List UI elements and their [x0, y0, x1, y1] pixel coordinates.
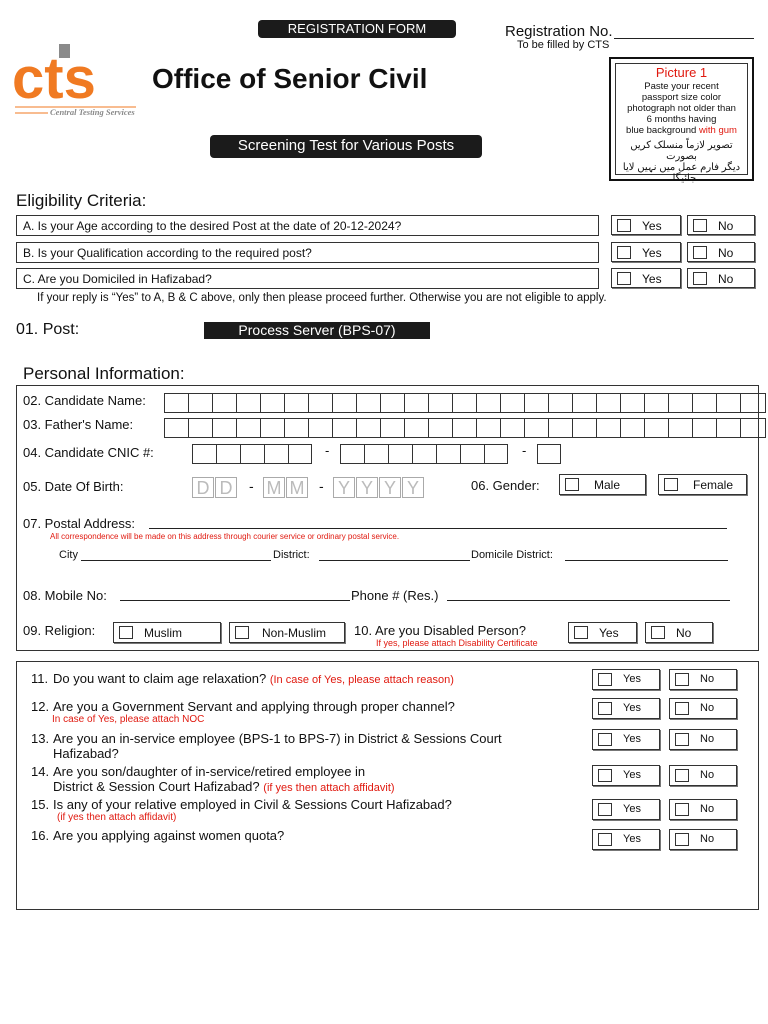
q14-yes[interactable] [592, 765, 660, 786]
checkbox[interactable] [598, 769, 612, 782]
yes-label: Yes [642, 219, 662, 233]
female-label: Female [693, 478, 734, 492]
checkbox[interactable] [598, 833, 612, 846]
religion-non-muslim[interactable] [229, 622, 345, 643]
q11-yes[interactable] [592, 669, 660, 690]
post-label: 01. Post: [16, 321, 80, 338]
question-text: Are you an in-service employee (BPS-1 to BPS-7) in District & Sessions Court [53, 731, 502, 746]
picture-line-2: passport size color [641, 92, 722, 103]
eligibility-b-yes[interactable] [611, 242, 681, 262]
religion-muslim[interactable] [113, 622, 221, 643]
question-text: Is any of your relative employed in Civil & Sessions Court Hafizabad? [53, 797, 452, 812]
question-note: (In case of Yes, please attach reason) [269, 674, 454, 686]
muslim-label: Muslim [144, 626, 182, 640]
q13-no[interactable] [669, 729, 737, 750]
checkbox[interactable] [617, 246, 631, 259]
yes-label: Yes [623, 702, 641, 714]
dob-month-1[interactable]: M [263, 477, 285, 498]
eligibility-b-no[interactable] [687, 242, 755, 262]
no-label: No [718, 272, 734, 286]
domicile-label: Domicile District: [471, 549, 553, 561]
phone-line[interactable] [447, 600, 730, 601]
no-label: No [700, 769, 715, 781]
dob-year-3[interactable]: Y [379, 477, 401, 498]
district-label: District: [273, 549, 310, 561]
checkbox[interactable] [651, 626, 665, 639]
registration-label: Registration No. [505, 23, 613, 40]
no-label: No [700, 733, 715, 745]
q11-no[interactable] [669, 669, 737, 690]
q12-no[interactable] [669, 698, 737, 719]
checkbox[interactable] [664, 478, 678, 491]
yes-label: Yes [623, 833, 641, 845]
mobile-line[interactable] [120, 600, 350, 601]
city-label: City [59, 549, 78, 561]
checkbox[interactable] [675, 803, 689, 816]
checkbox[interactable] [598, 733, 612, 746]
dob-day-2[interactable]: D [215, 477, 237, 498]
no-label: No [700, 673, 715, 685]
checkbox[interactable] [119, 626, 133, 639]
dob-dash-2: - [319, 478, 324, 494]
picture-urdu-2: دیگر فارم عمل میں نہیں لایا جائیگا۔ [622, 162, 741, 184]
yes-label: Yes [623, 733, 641, 745]
checkbox[interactable] [235, 626, 249, 639]
postal-address-line[interactable] [149, 528, 727, 529]
eligibility-c-no[interactable] [687, 268, 755, 288]
post-value: Process Server (BPS-07) [204, 322, 430, 339]
dob-dash-1: - [249, 478, 254, 494]
cnic-cells-3[interactable] [537, 444, 561, 464]
no-label: No [700, 803, 715, 815]
picture-with-gum: with gum [698, 125, 737, 136]
religion-label: 09. Religion: [23, 623, 96, 638]
question-16 [31, 828, 284, 843]
eligibility-heading: Eligibility Criteria: [16, 191, 147, 210]
dob-day[interactable] [192, 477, 238, 498]
gender-female[interactable] [658, 474, 747, 495]
candidate-name-label: 02. Candidate Name: [23, 393, 146, 408]
dob-month-2[interactable]: M [286, 477, 308, 498]
question-text: Are you applying against women quota? [53, 828, 285, 843]
no-label: No [676, 626, 692, 640]
father-name-label: 03. Father's Name: [23, 417, 134, 432]
logo-subtitle: Central Testing Services [50, 107, 135, 117]
checkbox[interactable] [675, 733, 689, 746]
gender-label: 06. Gender: [471, 478, 540, 493]
postal-address-label: 07. Postal Address: [23, 516, 136, 531]
question-12 [31, 699, 455, 725]
dob-label: 05. Date Of Birth: [23, 479, 124, 494]
q15-yes[interactable] [592, 799, 660, 820]
picture-line-1: Paste your recent [644, 81, 719, 92]
question-note: In case of Yes, please attach NOC [52, 714, 205, 725]
cnic-dash-2: - [522, 443, 527, 458]
checkbox[interactable] [675, 769, 689, 782]
registration-note: To be filled by CTS [517, 39, 610, 51]
city-line[interactable] [81, 560, 271, 561]
checkbox[interactable] [617, 272, 631, 285]
no-label: No [700, 833, 715, 845]
dob-year-1[interactable]: Y [333, 477, 355, 498]
question-number: 11. [31, 671, 49, 686]
eligibility-note: If your reply is “Yes” to A, B & C above, only then please proceed further. Otherwise you are not eligible to apply. [37, 292, 607, 304]
form-title-badge: REGISTRATION FORM [258, 20, 456, 38]
personal-heading: Personal Information: [23, 364, 185, 383]
no-label: No [718, 246, 734, 260]
dob-day-1[interactable]: D [192, 477, 214, 498]
photo-box[interactable] [609, 57, 754, 184]
question-14 [31, 764, 395, 794]
question-number: 15. [31, 797, 50, 812]
domicile-line[interactable] [565, 560, 728, 561]
question-11 [31, 671, 454, 686]
checkbox[interactable] [675, 673, 689, 686]
checkbox[interactable] [693, 246, 707, 259]
phone-label: Phone # (Res.) [351, 588, 439, 603]
candidate-name-cells[interactable] [164, 393, 766, 413]
question-text: Are you a Government Servant and applying through proper channel? [53, 699, 455, 714]
yes-label: Yes [599, 626, 619, 640]
question-number: 13. [31, 731, 50, 746]
yes-label: Yes [623, 769, 641, 781]
eligibility-text-c: C. Are you Domiciled in Hafizabad? [23, 272, 212, 286]
picture-title: Picture 1 [655, 65, 708, 80]
checkbox[interactable] [617, 219, 631, 232]
yes-label: Yes [642, 272, 662, 286]
disabled-label: 10. Are you Disabled Person? [354, 623, 526, 638]
gender-male[interactable] [559, 474, 646, 495]
checkbox[interactable] [598, 702, 612, 715]
page-title: Office of Senior Civil [152, 63, 428, 94]
question-number: 14. [31, 764, 50, 779]
eligibility-a-no[interactable] [687, 215, 755, 235]
postal-note: All correspondence will be made on this address through courier service or ordinary postal service. [50, 532, 400, 541]
eligibility-c-yes[interactable] [611, 268, 681, 288]
disabled-no[interactable] [645, 622, 713, 643]
yes-label: Yes [623, 803, 641, 815]
non-muslim-label: Non-Muslim [262, 626, 327, 640]
dob-year-4[interactable]: Y [402, 477, 424, 498]
no-label: No [700, 702, 715, 714]
question-note: (if yes then attach affidavit) [57, 812, 177, 823]
checkbox[interactable] [675, 833, 689, 846]
eligibility-text-b: B. Is your Qualification according to the required post? [23, 246, 312, 260]
dob-year[interactable] [333, 477, 425, 498]
yes-label: Yes [623, 673, 641, 685]
checkbox[interactable] [598, 673, 612, 686]
no-label: No [718, 219, 734, 233]
dob-year-2[interactable]: Y [356, 477, 378, 498]
question-number: 12. [31, 699, 50, 714]
eligibility-row-b [16, 242, 599, 263]
question-13 [31, 731, 502, 761]
district-line[interactable] [319, 560, 470, 561]
question-text: Are you son/daughter of in-service/retired employee in [53, 764, 366, 779]
q14-no[interactable] [669, 765, 737, 786]
eligibility-text-a: A. Is your Age according to the desired Post at the date of 20-12-2024? [23, 219, 402, 233]
q13-yes[interactable] [592, 729, 660, 750]
registration-line[interactable] [614, 38, 754, 39]
yes-label: Yes [642, 246, 662, 260]
question-text: Do you want to claim age relaxation? [53, 671, 267, 686]
checkbox[interactable] [675, 702, 689, 715]
question-text-cont: Hafizabad? [53, 746, 119, 761]
checkbox[interactable] [693, 219, 707, 232]
q15-no[interactable] [669, 799, 737, 820]
checkbox[interactable] [598, 803, 612, 816]
disabled-yes[interactable] [568, 622, 637, 643]
cnic-dash-1: - [325, 443, 330, 458]
q16-no[interactable] [669, 829, 737, 850]
eligibility-row-a [16, 215, 599, 236]
checkbox[interactable] [693, 272, 707, 285]
question-text-cont: District & Session Court Hafizabad? [53, 779, 260, 794]
q12-yes[interactable] [592, 698, 660, 719]
picture-line-4: 6 months having [646, 114, 717, 125]
cts-logo-graphic [12, 44, 138, 120]
picture-line-5: blue background [626, 125, 699, 136]
checkbox[interactable] [574, 626, 588, 639]
cts-logo [12, 44, 138, 120]
cnic-cells-2[interactable] [340, 444, 508, 464]
dob-month[interactable] [263, 477, 309, 498]
eligibility-a-yes[interactable] [611, 215, 681, 235]
checkbox[interactable] [565, 478, 579, 491]
cnic-cells-1[interactable] [192, 444, 312, 464]
logo-letters: cts [12, 46, 96, 111]
question-15 [31, 797, 452, 823]
disabled-note: If yes, please attach Disability Certificate [376, 638, 538, 648]
male-label: Male [594, 478, 621, 492]
question-number: 16. [31, 828, 50, 843]
father-name-cells[interactable] [164, 418, 766, 438]
eligibility-row-c [16, 268, 599, 289]
picture-urdu-1: تصویر لازماً منسلک کریں بصورت [630, 140, 733, 162]
picture-line-3: photograph not older than [627, 103, 736, 114]
mobile-label: 08. Mobile No: [23, 588, 107, 603]
q16-yes[interactable] [592, 829, 660, 850]
cnic-label: 04. Candidate CNIC #: [23, 445, 154, 460]
question-note: (if yes then attach affidavit) [263, 782, 395, 794]
screening-badge: Screening Test for Various Posts [210, 135, 482, 158]
